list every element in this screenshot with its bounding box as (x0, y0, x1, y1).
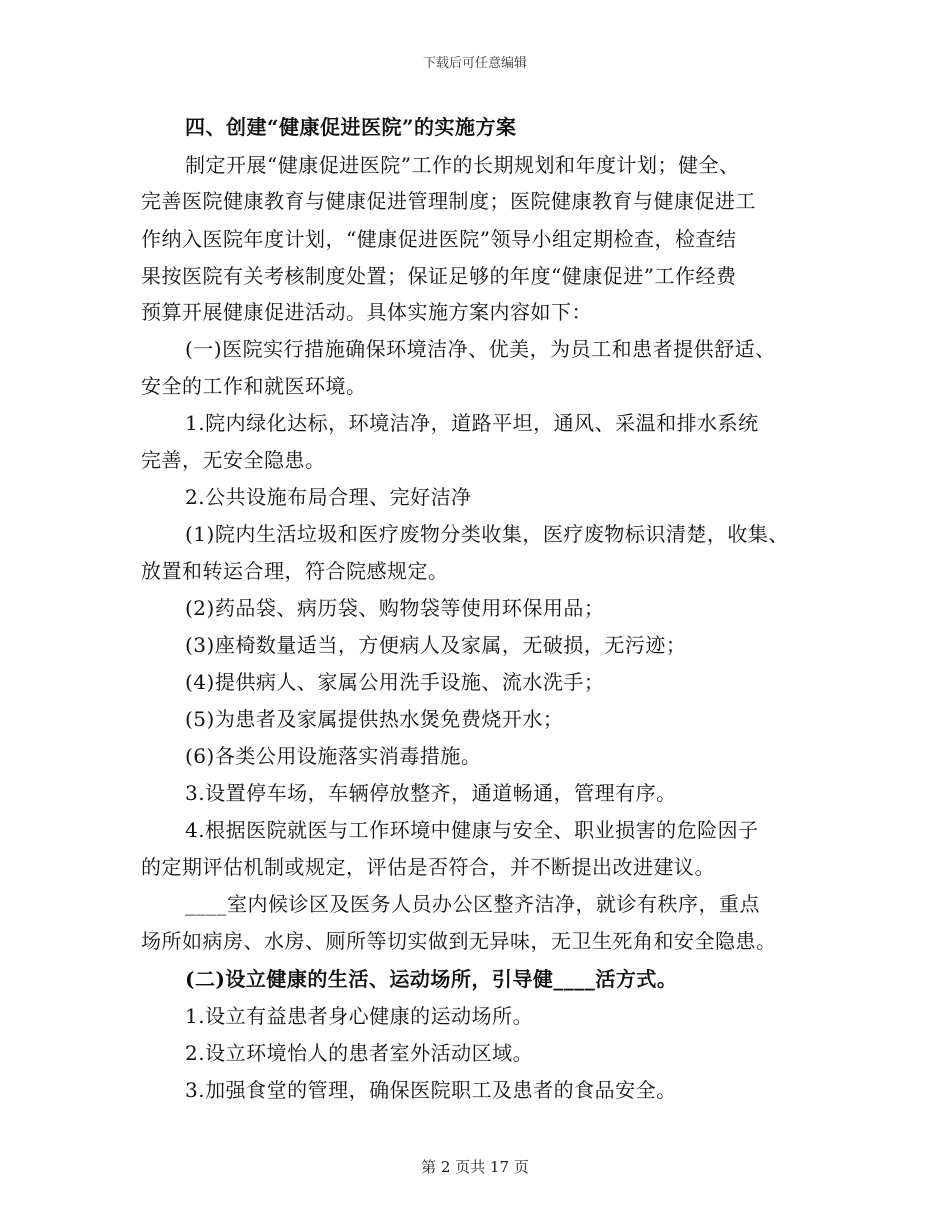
list-item: 1.设立有益患者身心健康的运动场所。 (185, 1004, 534, 1028)
list-item: 1.院内绿化达标，环境洁净，道路平坦，通风、采温和排水系统 (185, 411, 759, 435)
paragraph-line: 场所如病房、水房、厕所等切实做到无异味，无卫生死角和安全隐患。 (141, 929, 777, 953)
sub-list-item: (6)各类公用设施落实消毒措施。 (185, 744, 482, 768)
sub-list-item: (3)座椅数量适当，方便病人及家属，无破损，无污迹； (185, 633, 687, 657)
paragraph-line: 果按医院有关考核制度处置；保证足够的年度“健康促进”工作经费 (141, 264, 737, 288)
list-item: 3.加强食堂的管理，确保医院职工及患者的食品安全。 (185, 1078, 677, 1102)
paragraph-line: 安全的工作和就医环境。 (141, 374, 367, 398)
sub-list-item-continuation: 放置和转运合理，符合院感规定。 (141, 559, 449, 583)
paragraph-line: (一)医院实行措施确保环境洁净、优美，为员工和患者提供舒适、 (185, 337, 776, 361)
list-item-continuation: 完善，无安全隐患。 (141, 448, 326, 472)
list-item: 2.公共设施布局合理、完好洁净 (185, 485, 472, 509)
section-heading: 四、创建“健康促进医院”的实施方案 (185, 115, 517, 139)
list-item: 2.设立环境怡人的患者室外活动区域。 (185, 1041, 534, 1065)
page-footer: 第 2 页共 17 页 (421, 1158, 529, 1176)
sub-list-item: (4)提供病人、家属公用洗手设施、流水洗手； (185, 670, 605, 694)
paragraph-line: 作纳入医院年度计划，“健康促进医院”领导小组定期检查，检查结 (141, 227, 737, 251)
list-item: 4.根据医院就医与工作环境中健康与安全、职业损害的危险因子 (185, 818, 759, 842)
subsection-heading: (二)设立健康的生活、运动场所，引导健____活方式。 (185, 967, 678, 991)
sub-list-item: (5)为患者及家属提供热水煲免费烧开水； (185, 707, 564, 731)
page-header-note: 下载后可任意编辑 (422, 56, 527, 71)
list-item-continuation: 的定期评估机制或规定，评估是否符合，并不断提出改进建议。 (141, 855, 715, 879)
paragraph-line: 制定开展“健康促进医院”工作的长期规划和年度计划；健全、 (185, 153, 740, 177)
sub-list-item: (1)院内生活垃圾和医疗废物分类收集，医疗废物标识清楚，收集、 (185, 522, 789, 546)
sub-list-item: (2)药品袋、病历袋、购物袋等使用环保用品； (185, 596, 605, 620)
list-item: 3.设置停车场，车辆停放整齐，通道畅通，管理有序。 (185, 781, 677, 805)
paragraph-line: 完善医院健康教育与健康促进管理制度；医院健康教育与健康促进工 (141, 189, 756, 213)
paragraph-line: ____室内候诊区及医务人员办公区整齐洁净，就诊有秩序，重点 (185, 892, 760, 916)
paragraph-line: 预算开展健康促进活动。具体实施方案内容如下： (141, 300, 592, 324)
